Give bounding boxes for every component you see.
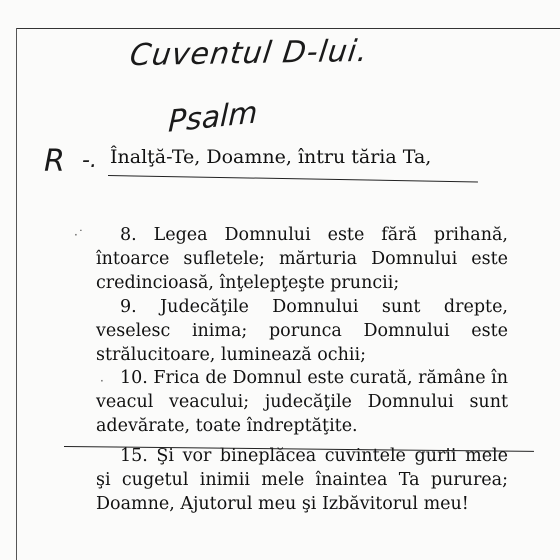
psalm-refrain: Înalţă-Te, Doamne, întru tăria Ta, xyxy=(110,146,432,168)
verse-15: 15. Şi vor bineplăcea cuvintele gurii mele şi cugetul inimii mele înaintea Ta pururea; Doamne, Ajutorul meu şi Izbăvitorul meu! xyxy=(96,446,508,514)
verses-block xyxy=(96,224,508,517)
page-left-edge xyxy=(16,28,17,560)
verse-9: 9. Judecăţile Domnului sunt drepte, veselesc inima; porunca Domnului este strălucitoare, luminează ochii; xyxy=(96,296,508,365)
speck-mark: · xyxy=(100,374,104,388)
speck-mark: ·˙ xyxy=(74,228,84,242)
verse-10: 10. Frica de Domnul este curată, rămâne în veacul veacului; judecăţile Domnului sunt adevărate, toate îndreptăţite. xyxy=(96,368,508,437)
handwritten-r-mark: R xyxy=(44,144,65,179)
handwritten-psalm: Psalm xyxy=(167,95,259,140)
refrain-underline xyxy=(108,175,478,182)
handwritten-title: Cuventul D-lui. xyxy=(127,33,371,74)
verse-8: 8. Legea Domnului este fără prihană, întoarce sufletele; mărturia Domnului este credincioasă, înţelepţeşte pruncii; xyxy=(96,225,508,293)
page-top-edge xyxy=(16,28,560,29)
handwritten-dash: -. xyxy=(82,148,97,173)
